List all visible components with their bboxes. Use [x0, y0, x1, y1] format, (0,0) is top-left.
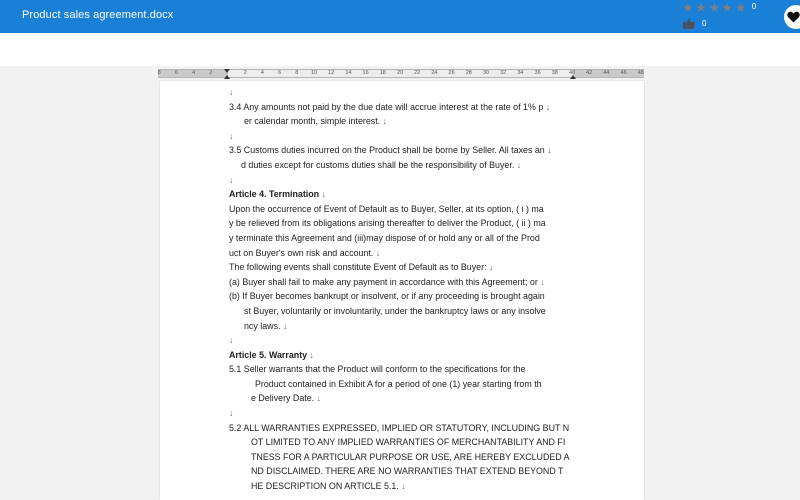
ruler-label: 22: [414, 70, 421, 76]
document-line[interactable]: [229, 100, 576, 115]
document-line[interactable]: [229, 333, 576, 348]
document-line[interactable]: [229, 246, 576, 261]
paragraph-mark-icon: ↓: [229, 174, 234, 185]
document-line[interactable]: [229, 362, 576, 377]
star-icon[interactable]: ★: [721, 1, 734, 16]
paragraph-mark-icon: ↓: [380, 116, 388, 127]
ruler-label: 38: [551, 70, 558, 76]
line-text: 5.1 Seller warrants that the Product will conform to the specifications for the: [229, 364, 526, 375]
ruler-label: 14: [345, 70, 352, 76]
document-line[interactable]: [229, 406, 576, 421]
line-text: d duties except for customs duties shall be the responsibility of Buyer.: [241, 159, 515, 170]
paragraph-mark-icon: ↓: [514, 159, 522, 170]
like-count: 0: [702, 19, 707, 28]
document-line[interactable]: [229, 114, 576, 129]
ruler-label: 46: [620, 70, 627, 76]
document-body[interactable]: [229, 85, 576, 494]
ruler-label: 26: [448, 70, 455, 76]
paragraph-mark-icon: ↓: [537, 276, 545, 287]
line-text: OT LIMITED TO ANY IMPLIED WARRANTIES OF MERCHANTABILITY AND FI: [251, 437, 566, 448]
line-text: ncy laws.: [244, 320, 281, 331]
ruler-label: 28: [465, 70, 472, 76]
line-text: HE DESCRIPTION ON ARTICLE 5.1.: [251, 481, 399, 492]
paragraph-mark-icon: ↓: [373, 247, 381, 258]
line-text: ND DISCLAIMED. THERE ARE NO WARRANTIES THAT EXTEND BEYOND T: [251, 466, 564, 477]
star-icon[interactable]: ★: [695, 1, 707, 16]
ruler-label: 6: [278, 70, 282, 76]
paragraph-mark-icon: ↓: [229, 408, 234, 419]
ruler-label: 24: [431, 70, 438, 76]
paragraph-mark-icon: ↓: [280, 320, 288, 331]
document-line[interactable]: [229, 202, 576, 217]
ruler-label: 48: [637, 70, 644, 76]
line-text: 3.4 Any amounts not paid by the due date will accrue interest at the rate of 1% p: [229, 101, 544, 112]
ruler-label: 2: [243, 70, 247, 76]
document-title: Product sales agreement.docx: [22, 9, 174, 21]
paragraph-mark-icon: ↓: [486, 262, 494, 273]
ruler-label: 4: [260, 70, 264, 76]
document-line[interactable]: [229, 275, 576, 290]
ruler-label: 32: [500, 70, 507, 76]
paragraph-mark-icon: ↓: [543, 101, 551, 112]
rating-count: 0: [751, 1, 757, 11]
paragraph-mark-icon: ↓: [314, 393, 322, 404]
document-line[interactable]: [229, 158, 576, 173]
ruler-label: 10: [310, 70, 318, 76]
document-line[interactable]: [229, 304, 576, 319]
ruler-label: 18: [379, 70, 386, 76]
document-line[interactable]: [229, 464, 576, 479]
line-text: Product contained in Exhibit A for a period of one (1) year starting from th: [255, 378, 542, 389]
ruler-label: 20: [396, 70, 404, 76]
paragraph-mark-icon: ↓: [398, 481, 406, 492]
document-line[interactable]: [229, 173, 576, 188]
paragraph-mark-icon: ↓: [229, 130, 234, 141]
heart-icon: [787, 11, 800, 23]
ruler-label: 40: [568, 70, 576, 76]
ruler-label: 42: [586, 70, 593, 76]
ruler-label: 2: [209, 70, 213, 76]
document-page[interactable]: [160, 81, 644, 500]
document-line[interactable]: [229, 377, 576, 392]
line-text: The following events shall constitute Event of Default as to Buyer:: [229, 262, 487, 273]
left-indent-marker[interactable]: [224, 75, 230, 79]
document-line[interactable]: [229, 391, 576, 406]
document-line[interactable]: [229, 260, 576, 275]
document-line[interactable]: [229, 143, 576, 158]
article-heading[interactable]: [229, 187, 576, 202]
paragraph-mark-icon: ↓: [229, 335, 234, 346]
line-text: y terminate this Agreement and (iii)may dispose of or hold any or all of the Prod: [229, 232, 540, 243]
document-line[interactable]: [229, 435, 576, 450]
paragraph-mark-icon: ↓: [544, 145, 552, 156]
star-icon[interactable]: ★: [708, 1, 720, 16]
star-icon[interactable]: ★: [734, 1, 747, 16]
ruler-label: 6: [174, 70, 178, 76]
line-text: 3.5 Customs duties incurred on the Product shall be borne by Seller. All taxes an: [229, 145, 545, 156]
ruler-label: 34: [517, 70, 524, 76]
document-line[interactable]: [229, 129, 576, 144]
first-line-indent-marker[interactable]: [224, 69, 230, 73]
line-text: Article 5. Warranty: [229, 349, 308, 360]
line-text: (a) Buyer shall fail to make any payment in accordance with this Agreement; or: [229, 276, 538, 287]
horizontal-ruler[interactable]: [158, 69, 644, 78]
rating-stars[interactable]: [682, 2, 756, 16]
document-line[interactable]: [229, 216, 576, 231]
ruler-label: 4: [192, 70, 196, 76]
document-line[interactable]: [229, 479, 576, 494]
line-text: e Delivery Date.: [251, 393, 315, 404]
right-indent-marker[interactable]: [570, 75, 576, 79]
document-line[interactable]: [229, 450, 576, 465]
paragraph-mark-icon: ↓: [307, 349, 314, 360]
ruler-label: 30: [482, 70, 490, 76]
line-text: st Buyer, voluntarily or involuntarily, under the bankruptcy laws or any insolve: [244, 305, 546, 316]
document-line[interactable]: [229, 231, 576, 246]
star-icon[interactable]: ★: [682, 1, 694, 16]
line-text: (b) If Buyer becomes bankrupt or insolvent, or if any proceeding is brought again: [229, 291, 545, 302]
document-line[interactable]: [229, 289, 576, 304]
document-line[interactable]: [229, 85, 576, 100]
line-text: y be relieved from its obligations arising thereafter to deliver the Product, ( ii ) ma: [229, 218, 546, 229]
document-line[interactable]: [229, 421, 576, 436]
document-line[interactable]: [229, 319, 576, 334]
paragraph-mark-icon: ↓: [319, 189, 326, 200]
ruler-label: 8: [295, 70, 299, 76]
toolbar: [0, 33, 800, 66]
ruler-label: 36: [534, 70, 541, 76]
like-group[interactable]: [683, 17, 706, 30]
line-text: Article 4. Termination: [229, 189, 320, 200]
favorite-button[interactable]: [784, 5, 800, 29]
line-text: er calendar month, simple interest.: [244, 116, 381, 127]
line-text: 5.2 ALL WARRANTIES EXPRESSED, IMPLIED OR STATUTORY, INCLUDING BUT N: [229, 422, 570, 433]
paragraph-mark-icon: ↓: [229, 87, 234, 97]
line-text: uct on Buyer's own risk and account.: [229, 247, 374, 258]
article-heading[interactable]: [229, 348, 576, 363]
line-text: Upon the occurrence of Event of Default as to Buyer, Seller, at its option, ( i ) ma: [229, 203, 544, 214]
title-bar: [0, 0, 800, 33]
ruler-label: 44: [603, 70, 610, 76]
ruler-label: 12: [328, 70, 335, 76]
thumbs-up-icon[interactable]: [683, 18, 695, 29]
ruler-label: 8: [157, 70, 161, 76]
ruler-label: 16: [362, 70, 369, 76]
line-text: TNESS FOR A PARTICULAR PURPOSE OR USE, ARE HEREBY EXCLUDED A: [251, 451, 570, 462]
